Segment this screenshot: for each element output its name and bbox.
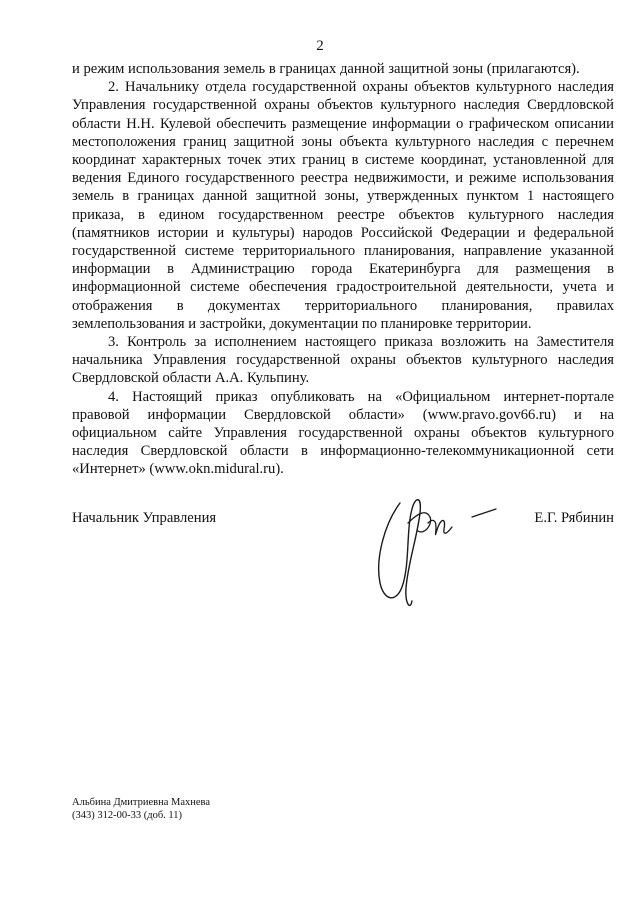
- paragraph-item-4: 4. Настоящий приказ опубликовать на «Официальном интернет-портале правовой информации Свердловской области» (www.pravo.gov66.ru) и на официальном сайте Управления государственной охраны объектов культурного наследия Свердловской области в информационно-телекоммуникационной сети «Интернет» (www.okn.midural.ru).: [72, 388, 614, 478]
- handwritten-signature: [360, 483, 500, 618]
- executor-info: [72, 796, 210, 822]
- document-body: [72, 60, 614, 479]
- signatory-title: Начальник Управления: [72, 510, 217, 526]
- executor-phone: (343) 312-00-33 (доб. 11): [72, 810, 183, 821]
- page-number: 2: [316, 38, 324, 54]
- signatory-name: Е.Г. Рябинин: [534, 510, 614, 526]
- paragraph-item-2: 2. Начальнику отдела государственной охраны объектов культурного наследия Управления государственной охраны объектов культурного наследия Свердловской области Н.Н. Кулевой обеспечить размещение информации о графическом описании местоположения границ защитной зоны объекта культурного наследия с перечнем координат характерных точек этих границ в системе координат, установленной для ведения Единого государственного реестра недвижимости, и режиме использования земель в границах данной защитной зоны, утвержденных пунктом 1 настоящего приказа, в едином государственном реестре объектов культурного наследия (памятников истории и культуры) народов Российской Федерации и федеральной государственной системе территориального планирования, направление указанной информации в Администрацию города Екатеринбурга для размещения в информационной системе обеспечения градостроительной деятельности, учета и отображения в документах территориального планирования, правилах землепользования и застройки, документации по планировке территории.: [72, 79, 614, 332]
- executor-name: Альбина Дмитриевна Махнева: [72, 797, 211, 808]
- paragraph-continuation: и режим использования земель в границах данной защитной зоны (прилагаются).: [72, 61, 580, 77]
- paragraph-item-3: 3. Контроль за исполнением настоящего приказа возложить на Заместителя начальника Управления государственной охраны объектов культурного наследия Свердловской области А.А. Кульпину.: [72, 334, 614, 387]
